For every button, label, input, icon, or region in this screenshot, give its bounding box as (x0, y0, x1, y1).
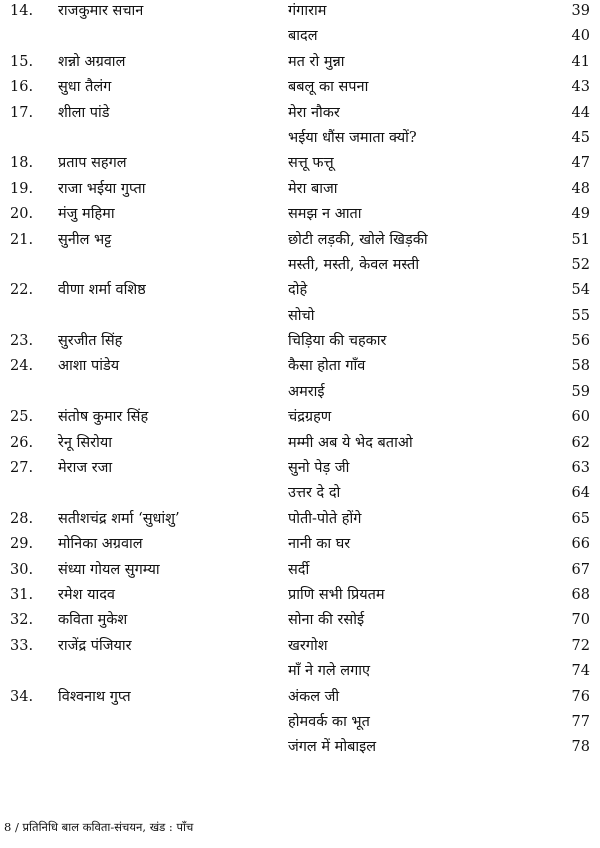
poem-title: होमवर्क का भूत (288, 713, 370, 730)
poem-title: मेरा बाजा (288, 180, 338, 197)
toc-entry (0, 432, 600, 457)
page-number: 72 (571, 637, 590, 654)
poem-title: अंकल जी (288, 688, 340, 705)
entry-number: 14. (10, 3, 34, 19)
poem-title: मम्मी अब ये भेद बताओ (288, 434, 413, 451)
author-name: संतोष कुमार सिंह (58, 409, 149, 426)
page-number: 60 (571, 409, 590, 426)
page-number: 64 (571, 485, 590, 502)
author-name: संध्या गोयल सुगम्या (58, 561, 160, 578)
toc-entry (0, 609, 600, 634)
poem-title: नानी का घर (288, 536, 351, 553)
entry-number: 31. (10, 586, 34, 603)
page-number: 67 (571, 561, 590, 578)
toc-entry (0, 686, 600, 711)
poem-title: दोहे (288, 282, 308, 299)
poem-title: जंगल में मोबाइल (288, 739, 377, 756)
poem-title: प्राणि सभी प्रियतम (288, 586, 385, 603)
author-name: सुरजीत सिंह (58, 333, 123, 350)
page-number: 77 (571, 713, 590, 730)
poem-title: मत रो मुन्ना (288, 53, 345, 70)
author-name: रमेश यादव (58, 586, 115, 603)
toc-entry (0, 305, 600, 330)
toc-entry (0, 584, 600, 609)
entry-number: 22. (10, 282, 34, 299)
page-number: 47 (571, 155, 590, 172)
entry-number: 18. (10, 155, 34, 172)
author-name: रेनू सिरोया (58, 434, 112, 451)
entry-number: 20. (10, 206, 34, 223)
page-number: 51 (571, 231, 590, 248)
poem-title: पोती-पोते होंगे (288, 510, 362, 527)
toc-entry (0, 229, 600, 254)
toc-entry (0, 660, 600, 685)
author-name: सुधा तैलंग (58, 79, 112, 96)
toc-entry (0, 51, 600, 76)
toc-entry (0, 203, 600, 228)
page-number: 52 (571, 256, 590, 273)
entry-number: 33. (10, 637, 34, 654)
author-name: सुनील भट्ट (58, 231, 112, 248)
author-name: सतीशचंद्र शर्मा ‘सुधांशु’ (58, 510, 180, 527)
page-number: 65 (571, 510, 590, 527)
page-number: 54 (571, 282, 590, 299)
page-number: 59 (571, 383, 590, 400)
poem-title: सत्तू फत्तू (288, 155, 334, 172)
poem-title: मेरा नौकर (288, 104, 340, 121)
entry-number: 17. (10, 104, 34, 121)
page-number: 56 (571, 333, 590, 350)
page-number: 70 (571, 612, 590, 629)
poem-title: अमराई (288, 383, 325, 400)
poem-title: उत्तर दे दो (288, 485, 341, 502)
page-number: 76 (571, 688, 590, 705)
poem-title: बबलू का सपना (288, 79, 369, 96)
poem-title: माँ ने गले लगाए (288, 663, 371, 680)
toc-entry (0, 279, 600, 304)
author-name: कविता मुकेश (58, 612, 128, 629)
author-name: आशा पांडेय (58, 358, 120, 375)
poem-title: चिड़िया की चहकार (288, 333, 387, 350)
entry-number: 21. (10, 231, 34, 248)
author-name: प्रताप सहगल (58, 155, 127, 172)
page-number: 63 (571, 460, 590, 477)
poem-title: बादल (288, 28, 318, 45)
author-name: वीणा शर्मा वशिष्ठ (58, 282, 146, 299)
toc-entry (0, 508, 600, 533)
toc-entry (0, 406, 600, 431)
toc-entry (0, 254, 600, 279)
toc-entry (0, 0, 600, 25)
toc-entry (0, 102, 600, 127)
toc-entry (0, 127, 600, 152)
entry-number: 16. (10, 79, 34, 96)
toc-entry (0, 25, 600, 50)
entry-number: 32. (10, 612, 34, 629)
entry-number: 27. (10, 460, 34, 477)
page-number: 41 (571, 53, 590, 70)
toc-entry (0, 635, 600, 660)
poem-title: कैसा होता गाँव (288, 358, 366, 375)
entry-number: 24. (10, 358, 34, 375)
toc-entry (0, 152, 600, 177)
toc-entry (0, 533, 600, 558)
toc-entry (0, 736, 600, 761)
poem-title: सोचो (288, 307, 315, 324)
page-number: 45 (571, 129, 590, 146)
poem-title: गंगाराम (288, 3, 327, 19)
poem-title: चंद्रग्रहण (288, 409, 332, 426)
toc-entry (0, 381, 600, 406)
page-number: 58 (571, 358, 590, 375)
entry-number: 26. (10, 434, 34, 451)
toc-entry (0, 559, 600, 584)
page-number: 55 (571, 307, 590, 324)
author-name: राजकुमार सचान (58, 3, 144, 19)
poem-title: सर्दी (288, 561, 310, 578)
page-number: 66 (571, 536, 590, 553)
toc-entry (0, 457, 600, 482)
entry-number: 23. (10, 333, 34, 350)
entry-number: 25. (10, 409, 34, 426)
toc-entry (0, 76, 600, 101)
author-name: मंजु महिमा (58, 206, 115, 223)
toc-entry (0, 355, 600, 380)
entry-number: 15. (10, 53, 34, 70)
poem-title: सोना की रसोई (288, 612, 365, 629)
entry-number: 29. (10, 536, 34, 553)
toc-entry (0, 482, 600, 507)
page-number: 49 (571, 206, 590, 223)
poem-title: समझ न आता (288, 206, 362, 223)
author-name: शन्नो अग्रवाल (58, 53, 126, 70)
poem-title: सुनो पेड़ जी (288, 460, 350, 477)
author-name: विश्वनाथ गुप्त (58, 688, 131, 705)
toc-entry (0, 711, 600, 736)
entry-number: 28. (10, 510, 34, 527)
author-name: राजेंद्र पंजियार (58, 637, 132, 654)
author-name: मोनिका अग्रवाल (58, 536, 143, 553)
page-number: 39 (571, 3, 590, 19)
page-number: 68 (571, 586, 590, 603)
page-number: 40 (571, 28, 590, 45)
poem-title: छोटी लड़की, खोले खिड़की (288, 231, 428, 248)
author-name: राजा भईया गुप्ता (58, 180, 146, 197)
entry-number: 34. (10, 688, 34, 705)
page-number: 44 (571, 104, 590, 121)
poem-title: खरगोश (288, 637, 328, 654)
entry-number: 30. (10, 561, 34, 578)
page-number: 74 (571, 663, 590, 680)
page-number: 62 (571, 434, 590, 451)
page-footer: 8 / प्रतिनिधि बाल कविता-संचयन, खंड : पाँच (4, 820, 194, 834)
poem-title: भईया धौंस जमाता क्यों? (288, 129, 417, 146)
poem-title: मस्ती, मस्ती, केवल मस्ती (288, 256, 420, 273)
page-number: 48 (571, 180, 590, 197)
author-name: मेराज रजा (58, 460, 113, 477)
page-number: 43 (571, 79, 590, 96)
entry-number: 19. (10, 180, 34, 197)
author-name: शीला पांडे (58, 104, 110, 121)
toc-entry (0, 178, 600, 203)
toc-entry (0, 330, 600, 355)
page-number: 78 (571, 739, 590, 756)
